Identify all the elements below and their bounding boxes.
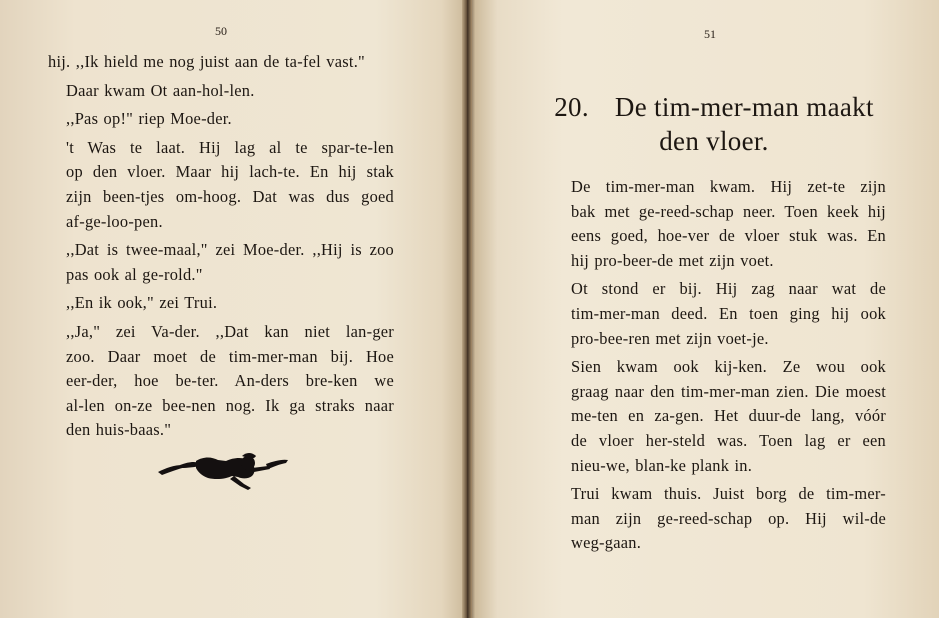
text-line: pas ook al ge-rold." xyxy=(66,264,203,284)
paragraph xyxy=(48,291,394,316)
paragraph xyxy=(48,238,394,287)
text-line: den huis-baas." xyxy=(66,420,172,440)
text-line: hij. ,,Ik hield me nog juist aan de ta-fel vast." xyxy=(48,52,365,71)
text-line: ,,Ja," zei Va-der. ,,Dat kan niet lan-ger xyxy=(66,321,394,341)
text-line: Trui kwam thuis. Juist borg de tim-mer- xyxy=(571,484,886,504)
paragraph xyxy=(553,175,886,273)
text-line: ,,En ik ook," zei Trui. xyxy=(66,293,218,313)
paragraph xyxy=(48,136,394,234)
right-page xyxy=(472,0,939,618)
chapter-title-line-2: den vloer. xyxy=(659,126,769,156)
text-line: tim-mer-man deed. En toen ging hij ook xyxy=(571,303,886,323)
paragraph xyxy=(48,320,394,443)
page-body-text xyxy=(48,50,394,443)
paragraph xyxy=(553,355,886,478)
text-line: man zijn ge-reed-schap op. Hij wil-de xyxy=(571,508,886,528)
text-line: op den vloer. Maar hij lach-te. En hij stak xyxy=(66,162,394,182)
paragraph xyxy=(48,107,394,132)
text-line: Ot stond er bij. Hij zag naar wat de xyxy=(571,279,886,299)
text-line: nieu-we, blan-ke plank in. xyxy=(571,455,753,475)
left-page xyxy=(0,0,462,618)
text-line: weg-gaan. xyxy=(571,533,642,553)
paragraph xyxy=(48,79,394,104)
text-line: Sien kwam ook kij-ken. Ze wou ook xyxy=(571,357,886,377)
paragraph xyxy=(48,50,394,75)
text-line: af-ge-loo-pen. xyxy=(66,211,163,231)
text-line: De tim-mer-man kwam. Hij zet-te zijn xyxy=(571,177,886,196)
book-gutter xyxy=(462,0,472,618)
chapter-heading xyxy=(534,90,894,158)
text-line: de vloer her-steld was. Toen lag er een xyxy=(571,430,886,450)
text-line: zijn been-tjes om-hoog. Dat was dus goed xyxy=(66,186,394,206)
page-number: 51 xyxy=(704,27,716,41)
text-line: eens goed, hoe-ver de vloer stuk was. En xyxy=(571,226,886,246)
text-line: graag naar den tim-mer-man zien. Die moest xyxy=(571,381,886,401)
chapter-title-line-1: De tim-mer-man maakt xyxy=(614,92,874,122)
text-line: ,,Pas op!" riep Moe-der. xyxy=(66,109,232,129)
text-line: eer-der, hoe be-ter. An-ders bre-ken we xyxy=(66,371,394,391)
paragraph xyxy=(553,482,886,556)
text-line: 't Was te laat. Hij lag al te spar-te-len xyxy=(66,137,394,157)
text-line: ,,Dat is twee-maal," zei Moe-der. ,,Hij is zoo xyxy=(66,240,394,260)
text-line: Daar kwam Ot aan-hol-len. xyxy=(66,80,255,100)
chapter-number: 20. xyxy=(554,92,589,122)
text-line: zoo. Daar moet de tim-mer-man bij. Hoe xyxy=(66,346,394,366)
child-lying-silhouette-illustration xyxy=(156,448,290,490)
paragraph xyxy=(553,277,886,351)
text-line: pro-bee-ren met zijn voet-je. xyxy=(571,328,769,348)
page-number: 50 xyxy=(215,24,227,38)
text-line: bak met ge-reed-schap neer. Toen keek hij xyxy=(571,201,886,221)
text-line: hij pro-beer-de met zijn voet. xyxy=(571,250,774,270)
page-body-text xyxy=(553,175,886,556)
text-line: al-len on-ze bee-nen nog. Ik ga straks naar xyxy=(66,395,394,415)
text-line: me-ten en za-gen. Het duur-de lang, vóór xyxy=(571,406,886,426)
